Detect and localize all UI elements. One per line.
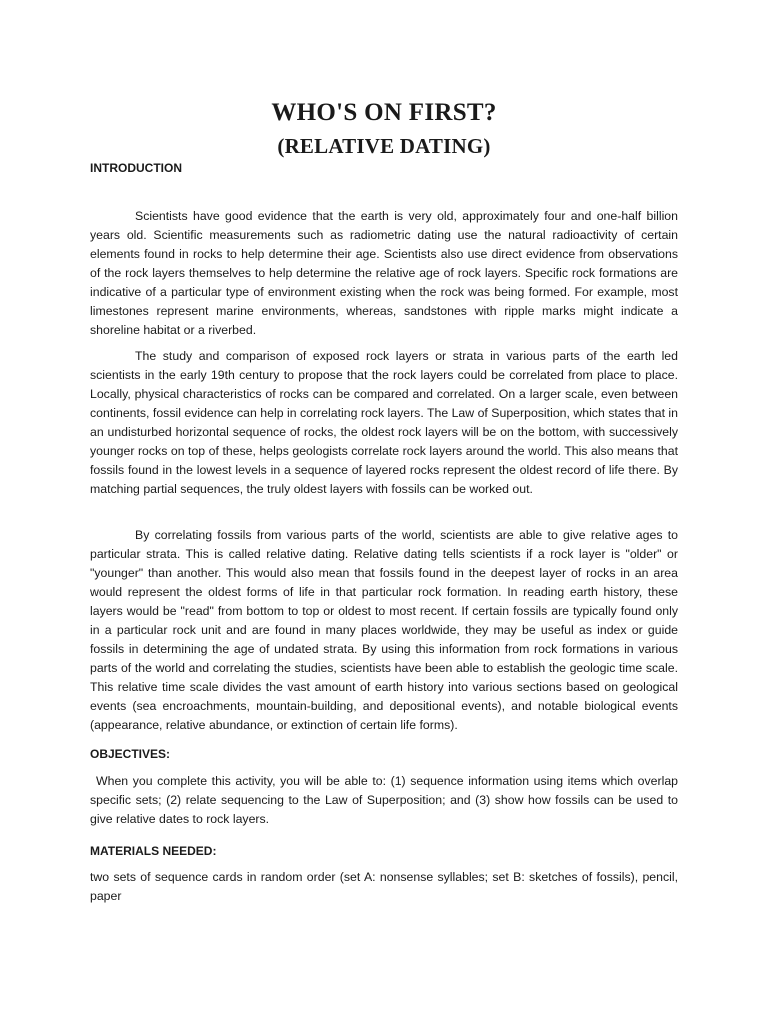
introduction-paragraph-3: By correlating fossils from various parts of the world, scientists are able to give relative ages to particular strata. This is called relative dating. Relative dating tells scientists if a rock layer is "older" or "younger" than another. This would also mean that fossils found in the deepest layer of rocks in an area would represent the oldest forms of life in that particular rock formation. In reading earth history, these layers would be "read" from bottom to top or oldest to most recent. If certain fossils are typically found only in a particular rock unit and are found in many places worldwide, they may be useful as index or guide fossils in determining the age of undated strata. By using this information from rock formations in various parts of the world and correlating the studies, scientists have been able to establish the geologic time scale. This relative time scale divides the vast amount of earth history into various sections based on geological events (sea encroachments, mountain-building, and depositional events), and notable biological events (appearance, relative abundance, or extinction of certain life forms).	[90, 528, 678, 732]
document-title: WHO'S ON FIRST?	[271, 99, 497, 126]
document-subtitle: (RELATIVE DATING)	[277, 134, 491, 158]
document-page	[90, 0, 678, 1024]
materials-text: two sets of sequence cards in random order (set A: nonsense syllables; set B: sketches of fossils), pencil, paper	[90, 870, 678, 903]
introduction-paragraph-2: The study and comparison of exposed rock layers or strata in various parts of the earth led scientists in the early 19th century to propose that the rock layers could be correlated from place to place. Locally, physical characteristics of rocks can be compared and correlated. On a larger scale, even between continents, fossil evidence can help in correlating rock layers. The Law of Superposition, which states that in an undisturbed horizontal sequence of rocks, the oldest rock layers will be on the bottom, with successively younger rocks on top of these, helps geologists correlate rock layers around the world. This also means that fossils found in the lowest levels in a sequence of layered rocks represent the oldest record of life there. By matching partial sequences, the truly oldest layers with fossils can be worked out.	[90, 349, 678, 496]
materials-heading: MATERIALS NEEDED:	[90, 844, 217, 858]
introduction-heading: INTRODUCTION	[90, 161, 182, 175]
objectives-heading: OBJECTIVES:	[90, 747, 171, 761]
introduction-paragraph-1: Scientists have good evidence that the earth is very old, approximately four and one-half billion years old. Scientific measurements such as radiometric dating use the natural radioactivity of certain elements found in rocks to help determine their age. Scientists also use direct evidence from observations of the rock layers themselves to help determine the relative age of rock layers. Specific rock formations are indicative of a particular type of environment existing when the rock was being formed. For example, most limestones represent marine environments, whereas, sandstones with ripple marks might indicate a shoreline habitat or a riverbed.	[90, 209, 678, 337]
objectives-text: When you complete this activity, you will be able to: (1) sequence information using items which overlap specific sets; (2) relate sequencing to the Law of Superposition; and (3) show how fossils can be used to give relative dates to rock layers.	[90, 774, 678, 826]
